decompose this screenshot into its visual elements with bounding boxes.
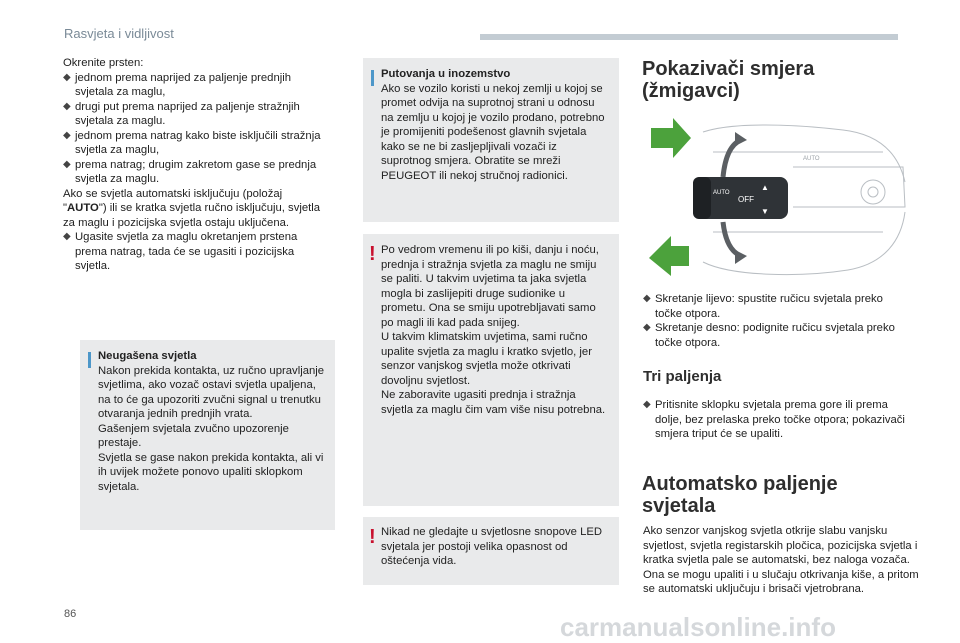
auto-paragraph: Ako se svjetla automatski isključuju (položaj "AUTO") ili se kratka svjetla ručno isključuju, svjetla za maglu i pozicijska svjetla ostaju uključena. — [63, 187, 321, 229]
light-switch-ring — [693, 177, 788, 219]
section-title: Rasvjeta i vidljivost — [64, 26, 174, 41]
svg-text:▼: ▼ — [761, 207, 769, 216]
bullet-icon: ◆ — [643, 399, 651, 410]
svg-text:OFF: OFF — [738, 195, 754, 204]
turn-right-arrow-icon — [651, 118, 691, 158]
box-title: Putovanja u inozemstvo — [381, 68, 511, 80]
list-item: ◆ Skretanje desno: podignite ručicu svjetala preko točke otpora. — [643, 322, 895, 349]
warning-icon: ! — [369, 526, 376, 548]
bullet-icon: ◆ — [63, 158, 71, 170]
list-item: ◆ Ugasite svjetla za maglu okretanjem prstena prema natrag, tada će se ugasiti i pozicijska svjetla. — [63, 231, 298, 272]
bullet-icon: ◆ — [63, 129, 71, 141]
watermark: carmanualsonline.info — [560, 612, 836, 642]
warning-box-led: ! Nikad ne gledajte u svjetlosne snopove LED svjetala jer postoji velika opasnost od oštećenja vida. — [363, 517, 619, 585]
svg-text:▲: ▲ — [761, 183, 769, 192]
page-number: 86 — [64, 608, 77, 620]
stalk-down-arrow-icon — [723, 222, 747, 264]
box-title: Neugašena svjetla — [98, 350, 197, 362]
list-item: ◆ jednom prema natrag kako biste isključili stražnja svjetla za maglu, — [63, 129, 321, 156]
list-item: ◆ Pritisnite sklopku svjetala prema gore ili prema dolje, bez prelaska preko točke otpora; pokazivači smjera triput će se upaliti. — [643, 399, 905, 440]
heading-three-flashes: Tri paljenja — [643, 368, 722, 385]
bullet-icon: ◆ — [643, 322, 651, 333]
svg-text:AUTO: AUTO — [803, 156, 820, 162]
list-item: ◆ prema natrag; drugim zakretom gase se prednja svjetla za maglu. — [63, 158, 317, 185]
bullet-icon: ◆ — [643, 293, 651, 304]
turn-signal-list — [643, 292, 913, 350]
heading-auto-lighting: Automatsko paljenje svjetala — [642, 473, 838, 517]
header-bar — [480, 34, 898, 40]
indicator-stalk-illustration — [643, 112, 913, 287]
fog-light-instructions — [63, 56, 328, 274]
list-item: ◆ Skretanje lijevo: spustite ručicu svjetala preko točke otpora. — [643, 293, 883, 320]
bullet-icon: ◆ — [63, 71, 71, 83]
turn-left-arrow-icon — [649, 236, 689, 276]
stalk-up-arrow-icon — [723, 132, 747, 177]
three-flashes-list — [643, 398, 913, 442]
auto-lighting-text: Ako senzor vanjskog svjetla otkrije slabu vanjsku svjetlost, svjetla registarskih pločica, pozicijska svjetla i kratka svjetla pale se automatski, bez naloga vozača. Ona se mogu upaliti i u slučaju otkrivanja kiše, a pritom se automatski uključuju i brisači vjetrobrana. — [643, 525, 919, 595]
bullet-icon: ◆ — [63, 100, 71, 112]
info-icon — [371, 70, 374, 86]
info-icon — [88, 352, 91, 368]
warning-box-fog-lights: ! Po vedrom vremenu ili po kiši, danju i noću, prednja i stražnja svjetla za maglu ne smiju se paliti. U takvim uvjetima ta jaka svjetla mogla bi zaslijepiti druge sudionike u prometu. Ona se smiju upotrebljavati samo po magli ili kad pada snijeg. U takvim klimatskim uvjetima, sami ručno upalite svjetla za maglu i kratko svjetlo, jer senzor vanjskog svjetla može otkrivati dovoljnu svjetlost. Ne zaboravite ugasiti prednja i stražnja svjetla za maglu čim vam više nisu potrebna. — [363, 234, 619, 506]
svg-text:AUTO: AUTO — [713, 190, 730, 196]
bullet-icon: ◆ — [63, 231, 71, 242]
warning-icon: ! — [369, 243, 376, 265]
info-box-travel-abroad: Putovanja u inozemstvo Ako se vozilo koristi u nekoj zemlji u kojoj se promet odvija na suprotnoj strani u odnosu na zemlju u kojoj je vozilo prodano, potrebno je promijeniti podešenost glavnih svjetala kako se ne bi zasljepljivali vozači iz suprotnog smjera. Obratite se mreži PEUGEOT ili nekoj stručnoj radionici. — [363, 58, 619, 222]
list-item: ◆ drugi put prema naprijed za paljenje stražnjih svjetala za maglu. — [63, 100, 300, 127]
heading-turn-signals: Pokazivači smjera (žmigavci) — [642, 58, 815, 102]
list-item: ◆ jednom prema naprijed za paljenje prednjih svjetala za maglu, — [63, 71, 292, 98]
intro-text: Okrenite prsten: — [63, 57, 144, 69]
info-box-lights-on: Neugašena svjetla Nakon prekida kontakta, uz ručno upravljanje svjetlima, ako vozač ostavi svjetla upaljena, na to će ga upozoriti zvučni signal u trenutku otvaranja jednih prednjih vrata. Gašenjem svjetala zvučno upozorenje prestaje. Svjetla se gase nakon prekida kontakta, ali vi ih uvijek možete ponovo upaliti sklopkom svjetala. — [80, 340, 335, 530]
